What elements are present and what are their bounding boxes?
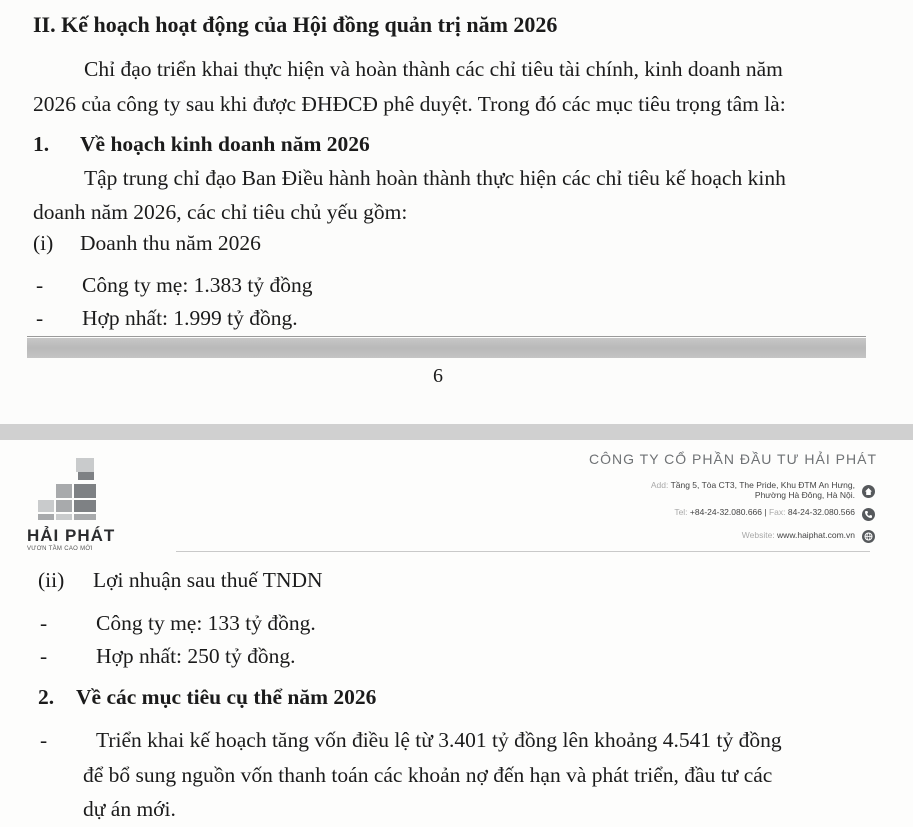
subsection-title: Về hoạch kinh doanh năm 2026 — [80, 132, 370, 156]
subsection-title: Về các mục tiêu cụ thể năm 2026 — [76, 685, 377, 709]
company-address — [651, 480, 855, 500]
tel-label: Tel: — [674, 507, 688, 517]
contact-separator: | — [764, 507, 767, 517]
list-number: (i) — [33, 231, 54, 255]
plan-paragraph-line: doanh năm 2026, các chỉ tiêu chủ yếu gồm: — [33, 200, 408, 224]
section-heading: II. Kế hoạch hoạt động của Hội đồng quản trị năm 2026 — [33, 12, 558, 37]
footer-divider — [27, 336, 866, 337]
profit-heading: Lợi nhuận sau thuế TNDN — [93, 568, 323, 592]
footer-band — [27, 338, 866, 358]
logo-tagline: VƯƠN TẦM CAO MỚI — [27, 546, 93, 552]
plan-paragraph-line: Tập trung chỉ đạo Ban Điều hành hoàn thành thực hiện các chỉ tiêu kế hoạch kinh — [84, 166, 786, 190]
phone-icon — [862, 508, 875, 521]
goal-item-line: Triển khai kế hoạch tăng vốn điều lệ từ 3.401 tỷ đồng lên khoảng 4.541 tỷ đồng — [96, 728, 782, 752]
revenue-parent-item: Công ty mẹ: 1.383 tỷ đồng — [82, 273, 313, 297]
company-website — [742, 530, 855, 540]
document-page-7 — [0, 440, 913, 827]
list-number: (ii) — [38, 568, 65, 592]
globe-icon — [862, 530, 875, 543]
subsection-number: 2. — [38, 685, 55, 709]
address-line: Phường Hà Đông, Hà Nội. — [754, 490, 855, 500]
profit-consolidated-item: Hợp nhất: 250 tỷ đồng. — [96, 644, 296, 668]
goal-item-line: để bổ sung nguồn vốn thanh toán các khoản nợ đến hạn và phát triển, đầu tư các — [83, 763, 773, 787]
address-label: Add: — [650, 480, 669, 490]
tel-value: +84-24-32.080.666 — [689, 507, 762, 517]
logo-wordmark: HẢI PHÁT — [27, 526, 116, 545]
company-logo — [26, 458, 126, 552]
profit-parent-item: Công ty mẹ: 133 tỷ đồng. — [96, 611, 316, 635]
intro-paragraph-line: Chỉ đạo triển khai thực hiện và hoàn thành các chỉ tiêu tài chính, kinh doanh năm — [84, 57, 783, 81]
revenue-heading: Doanh thu năm 2026 — [80, 231, 261, 255]
subsection-number: 1. — [33, 132, 50, 156]
fax-value: 84-24-32.080.566 — [787, 507, 855, 517]
intro-paragraph-line: 2026 của công ty sau khi được ĐHĐCĐ phê duyệt. Trong đó các mục tiêu trọng tâm là: — [33, 92, 786, 116]
website-value: www.haiphat.com.vn — [777, 530, 855, 540]
address-line: Tầng 5, Tòa CT3, The Pride, Khu ĐTM An Hưng, — [670, 480, 855, 490]
fax-label: Fax: — [768, 507, 786, 517]
bullet-dash: - — [40, 611, 48, 635]
bullet-dash: - — [36, 273, 44, 297]
home-icon — [862, 485, 875, 498]
bullet-dash: - — [40, 644, 48, 668]
revenue-consolidated-item: Hợp nhất: 1.999 tỷ đồng. — [82, 306, 298, 330]
page-number: 6 — [433, 365, 443, 387]
letterhead-divider — [176, 551, 870, 552]
goal-item-line: dự án mới. — [83, 797, 176, 821]
company-name: CÔNG TY CỔ PHẦN ĐẦU TƯ HẢI PHÁT — [589, 451, 877, 467]
bullet-dash: - — [40, 728, 48, 752]
company-phone — [674, 507, 855, 517]
page-separator — [0, 424, 913, 440]
website-label: Website: — [741, 530, 775, 540]
bullet-dash: - — [36, 306, 44, 330]
